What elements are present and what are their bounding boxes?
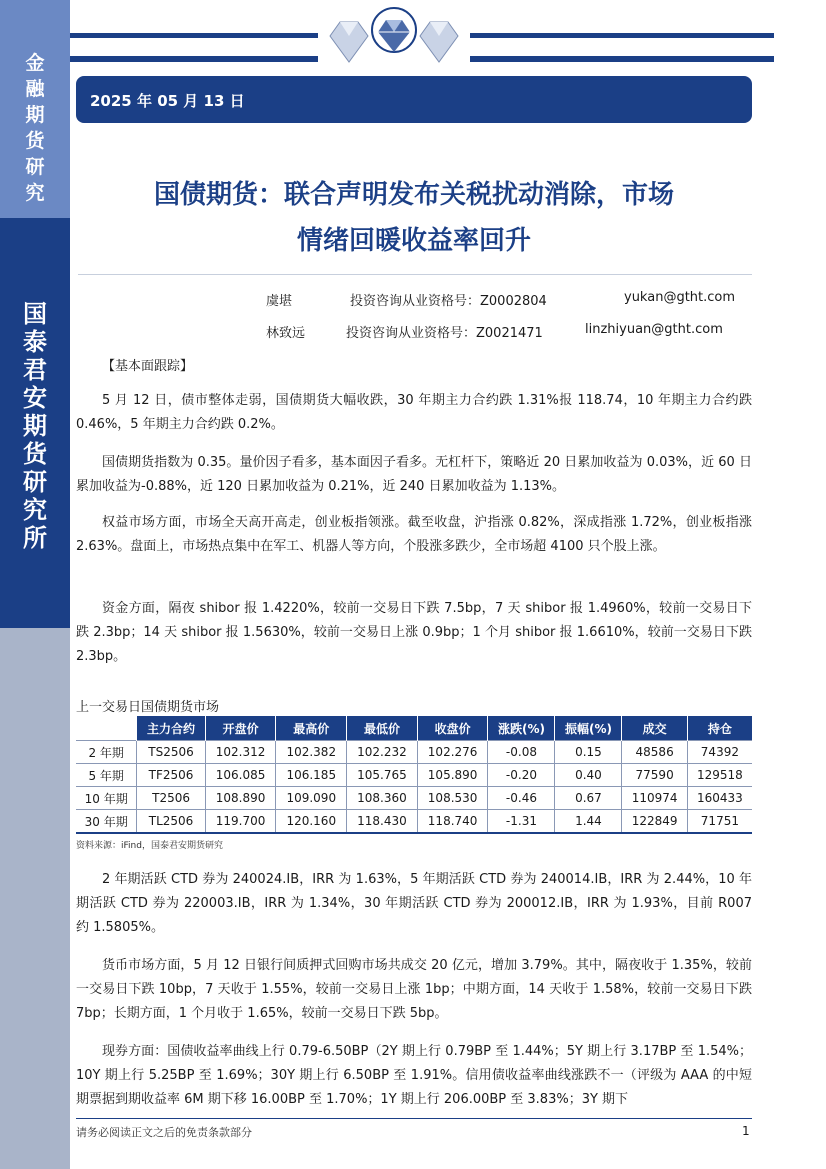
column-header: 最低价 bbox=[347, 716, 418, 741]
table-cell: 122849 bbox=[622, 810, 687, 834]
section-heading: 【基本面跟踪】 bbox=[102, 359, 194, 374]
table-cell: 0.15 bbox=[555, 741, 622, 764]
table-cell: TS2506 bbox=[137, 741, 205, 764]
table-cell: 118.430 bbox=[347, 810, 418, 834]
author-license: 投资咨询从业资格号：Z0002804 bbox=[350, 294, 547, 309]
table-cell: 1.44 bbox=[555, 810, 622, 834]
column-header bbox=[76, 716, 137, 741]
table-cell: 160433 bbox=[687, 787, 752, 810]
table-header-row bbox=[76, 716, 752, 741]
paragraph: 5 月 12 日，债市整体走弱，国债期货大幅收跌，30 年期主力合约跌 1.31%报 118.74，10 年期主力合约跌 0.46%，5 年期主力合约跌 0.2%。 bbox=[76, 393, 752, 432]
sidebar-top-label: 金融期货研究 bbox=[25, 52, 45, 204]
table-row bbox=[76, 787, 752, 810]
sidebar-bottom-block bbox=[0, 628, 70, 1169]
sidebar-main-label: 国泰君安期货研究所 bbox=[23, 299, 47, 552]
column-header: 主力合约 bbox=[137, 716, 205, 741]
table-cell: 108.360 bbox=[347, 787, 418, 810]
column-header: 收盘价 bbox=[417, 716, 488, 741]
title-line-1: 国债期货：联合声明发布关税扰动消除，市场 bbox=[153, 180, 674, 210]
report-title bbox=[78, 172, 750, 264]
table-cell: 102.232 bbox=[347, 741, 418, 764]
date-banner bbox=[76, 76, 752, 123]
author-email[interactable]: linzhiyuan@gtht.com bbox=[585, 322, 723, 337]
table-cell: 106.185 bbox=[276, 764, 347, 787]
table-row bbox=[76, 741, 752, 764]
table-cell: 5 年期 bbox=[76, 764, 137, 787]
footer-rule bbox=[76, 1118, 752, 1119]
table-cell: 108.890 bbox=[205, 787, 276, 810]
author-email[interactable]: yukan@gtht.com bbox=[624, 290, 736, 305]
column-header: 持仓 bbox=[687, 716, 752, 741]
table-cell: 118.740 bbox=[417, 810, 488, 834]
title-divider bbox=[78, 274, 752, 275]
paragraph: 2 年期活跃 CTD 券为 240024.IB，IRR 为 1.63%，5 年期活跃 CTD 券为 240014.IB，IRR 为 2.44%，10 年期活跃 CTD 券为 220003.IB，IRR 为 1.34%，30 年期活跃 CTD 券为 200012.IB，IRR 为 1.93%，目前 R007 约 1.5805%。 bbox=[76, 872, 752, 935]
table-cell: 108.530 bbox=[417, 787, 488, 810]
futures-market-table bbox=[76, 716, 752, 834]
sidebar bbox=[0, 0, 70, 1169]
paragraph: 现券方面：国债收益率曲线上行 0.79-6.50BP（2Y 期上行 0.79BP 至 1.44%；5Y 期上行 3.17BP 至 1.54%；10Y 期上行 5.25BP 至 1.69%；30Y 期上行 6.50BP 至 1.91%。信用债收益率曲线涨跌不一（评级为 AAA 的中短期票据到期收益率 6M 期下移 16.00BP 至 1.70%；1Y 期上行 206.00BP 至 3.83%；3Y 期下 bbox=[76, 1044, 752, 1107]
author-license: 投资咨询从业资格号：Z0021471 bbox=[346, 326, 543, 341]
table-cell: 120.160 bbox=[276, 810, 347, 834]
table-cell: 77590 bbox=[622, 764, 687, 787]
table-title: 上一交易日国债期货市场 bbox=[76, 700, 220, 715]
table-cell: TF2506 bbox=[137, 764, 205, 787]
table-cell: 102.276 bbox=[417, 741, 488, 764]
paragraph: 国债期货指数为 0.35。量价因子看多，基本面因子看多。无杠杆下，策略近 20 日累加收益为 0.03%，近 60 日累加收益为-0.88%，近 120 日累加收益为 0.21%，近 240 日累加收益为 1.13%。 bbox=[76, 455, 752, 494]
table-cell: 74392 bbox=[687, 741, 752, 764]
table-cell: 0.67 bbox=[555, 787, 622, 810]
table-cell: 109.090 bbox=[276, 787, 347, 810]
column-header: 成交 bbox=[622, 716, 687, 741]
table-cell: 102.382 bbox=[276, 741, 347, 764]
author-name: 虞堪 bbox=[266, 294, 293, 309]
table-cell: 110974 bbox=[622, 787, 687, 810]
page-number: 1 bbox=[742, 1124, 750, 1138]
table-cell: 129518 bbox=[687, 764, 752, 787]
table-cell: -0.08 bbox=[488, 741, 555, 764]
table-cell: T2506 bbox=[137, 787, 205, 810]
table-source-note: 资料来源：iFind，国泰君安期货研究 bbox=[76, 841, 223, 851]
table-cell: 106.085 bbox=[205, 764, 276, 787]
sidebar-top-block bbox=[0, 0, 70, 218]
table-cell: 48586 bbox=[622, 741, 687, 764]
table-cell: TL2506 bbox=[137, 810, 205, 834]
table-cell: -1.31 bbox=[488, 810, 555, 834]
paragraph: 货币市场方面，5 月 12 日银行间质押式回购市场共成交 20 亿元，增加 3.79%。其中，隔夜收于 1.35%，较前一交易日下跌 10bp，7 天收于 1.55%，较前一交易日上涨 1bp；中期方面，14 天收于 1.58%，较前一交易日下跌 7bp；长期方面，1 个月收于 1.65%，较前一交易日下跌 5bp。 bbox=[76, 958, 752, 1021]
column-header: 开盘价 bbox=[205, 716, 276, 741]
table-cell: 71751 bbox=[687, 810, 752, 834]
table-cell: 105.890 bbox=[417, 764, 488, 787]
report-date: 2025 年 05 月 13 日 bbox=[90, 92, 245, 110]
table-cell: -0.46 bbox=[488, 787, 555, 810]
title-line-2: 情绪回暖收益率回升 bbox=[296, 226, 531, 256]
paragraph: 资金方面，隔夜 shibor 报 1.4220%，较前一交易日下跌 7.5bp，7 天 shibor 报 1.4960%，较前一交易日下跌 2.3bp；14 天 shibor 报 1.5630%，较前一交易日上涨 0.9bp；1 个月 shibor 报 1.6610%，较前一交易日下跌 2.3bp。 bbox=[76, 601, 752, 664]
paragraph: 权益市场方面，市场全天高开高走，创业板指领涨。截至收盘，沪指涨 0.82%，深成指涨 1.72%，创业板指涨 2.63%。盘面上，市场热点集中在军工、机器人等方向，个股涨多跌少，全市场超 4100 只个股上涨。 bbox=[76, 515, 752, 554]
table-cell: 2 年期 bbox=[76, 741, 137, 764]
column-header: 振幅(%) bbox=[555, 716, 622, 741]
table-cell: 30 年期 bbox=[76, 810, 137, 834]
column-header: 涨跌(%) bbox=[488, 716, 555, 741]
table-cell: 105.765 bbox=[347, 764, 418, 787]
table-cell: -0.20 bbox=[488, 764, 555, 787]
table-row bbox=[76, 810, 752, 834]
table-cell: 0.40 bbox=[555, 764, 622, 787]
table-cell: 10 年期 bbox=[76, 787, 137, 810]
footer-disclaimer: 请务必阅读正文之后的免责条款部分 bbox=[76, 1126, 252, 1139]
author-name: 林致远 bbox=[266, 326, 306, 341]
diamond-logo-icon bbox=[318, 2, 470, 66]
table-cell: 102.312 bbox=[205, 741, 276, 764]
table-cell: 119.700 bbox=[205, 810, 276, 834]
column-header: 最高价 bbox=[276, 716, 347, 741]
table-row bbox=[76, 764, 752, 787]
